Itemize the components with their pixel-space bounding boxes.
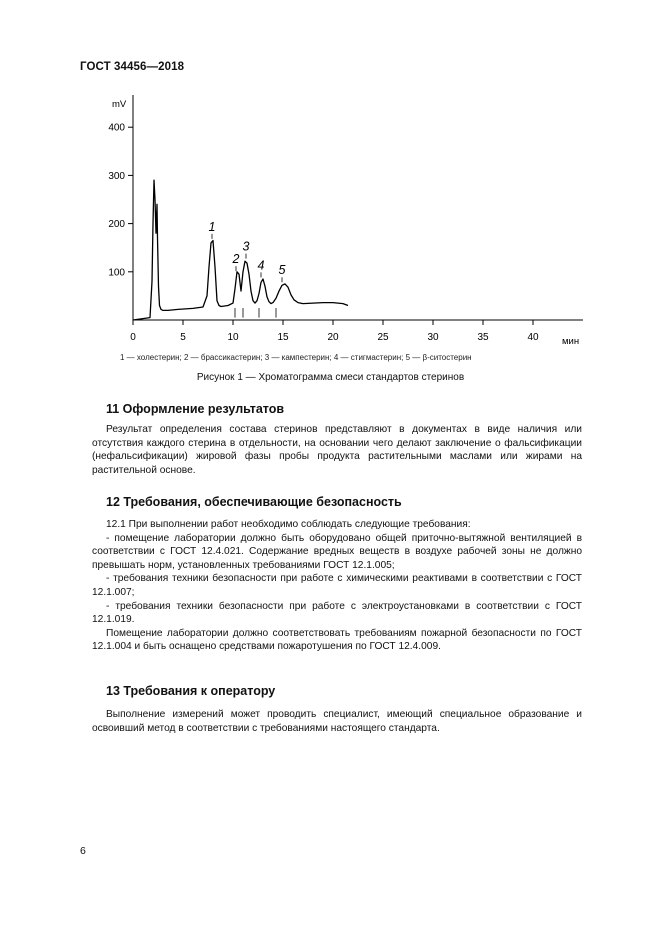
peak-annotations	[209, 220, 286, 318]
y-axis-label: mV	[112, 99, 127, 110]
paragraph: - требования техники безопасности при работе с химическими реактивами в соответствии с ГОСТ 12.1.007;	[92, 573, 582, 598]
section-11-title: 11 Оформление результатов	[106, 402, 285, 416]
chart-ticks	[128, 127, 533, 325]
figure-legend-text: 1 — холестерин; 2 — брассикастерин; 3 — кампестерин; 4 — стигмастерин; 5 — β-ситостерин	[120, 353, 472, 362]
figure-caption: Рисунок 1 — Хроматограмма смеси стандартов стеринов	[196, 372, 465, 383]
peak-label: 5	[278, 263, 286, 278]
x-tick-label: 10	[227, 332, 239, 343]
x-tick-label: 40	[527, 332, 539, 343]
peak-label: 4	[257, 258, 265, 273]
y-tick-label: 100	[108, 267, 125, 279]
paragraph: Результат определения состава стеринов представляют в документах в виде наличия или отсутствия каждого стерина в отдельности, на основании чего делают заключение о фальсификации (нефальсификации) жировой фазы пробы продукта растительными маслами или жирами на растительной основе.	[92, 424, 582, 476]
chromatogram-figure	[0, 0, 661, 350]
x-tick-label: 30	[427, 332, 439, 343]
section-12-title: 12 Требования, обеспечивающие безопасность	[106, 495, 402, 509]
paragraph: Помещение лаборатории должно соответствовать требованиям пожарной безопасности по ГОСТ 12.1.004 и быть оснащено средствами пожаротушения по ГОСТ 12.4.009.	[92, 627, 582, 653]
chart-axes	[133, 95, 583, 320]
paragraph: 12.1 При выполнении работ необходимо соблюдать следующие требования:	[106, 519, 471, 530]
section-13-body	[92, 708, 582, 735]
x-tick-label: 5	[180, 332, 186, 343]
section-13-title: 13 Требования к оператору	[106, 684, 276, 698]
peak-label: 3	[242, 239, 250, 254]
x-tick-label: 0	[130, 332, 136, 343]
peak-label: 1	[208, 219, 216, 234]
paragraph: Выполнение измерений может проводить специалист, имеющий специальное образование и освоивший метод в соответствии с требованиями настоящего стандарта.	[92, 709, 582, 734]
x-tick-label: 15	[277, 332, 289, 343]
section-11-body	[92, 423, 582, 477]
x-tick-label: 20	[327, 332, 339, 343]
figure-legend	[120, 353, 472, 362]
x-axis-label: мин	[562, 336, 580, 347]
page-number: 6	[80, 845, 86, 857]
document-header: ГОСТ 34456—2018	[80, 61, 185, 73]
y-tick-label: 400	[108, 122, 125, 134]
section-12-body	[92, 518, 582, 654]
y-tick-label: 300	[108, 170, 125, 182]
x-tick-label: 35	[477, 332, 489, 343]
x-tick-label: 25	[377, 332, 389, 343]
paragraph: - помещение лаборатории должно быть оборудовано общей приточно-вытяжной вентиляцией в соответствии с ГОСТ 12.4.021. Содержание вредных веществ в воздухе рабочей зоны не должно превышать норм, установленных требованиями ГОСТ 12.1.005;	[92, 532, 582, 571]
peak-label: 2	[232, 252, 240, 267]
paragraph: - требования техники безопасности при работе с электроустановками в соответствии с ГОСТ 12.1.019.	[92, 600, 582, 626]
chromatogram-trace	[133, 180, 348, 320]
y-tick-label: 200	[108, 219, 125, 231]
